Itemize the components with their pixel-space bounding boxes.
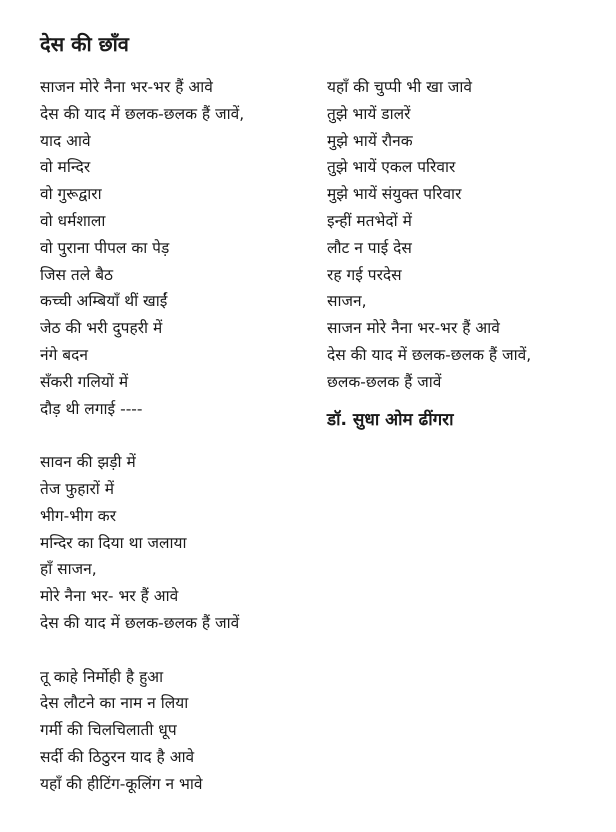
poem-line: इन्हीं मतभेदों में (327, 211, 412, 230)
poem-line: देस की याद में छलक-छलक हैं जावें (40, 613, 240, 632)
left-column (40, 74, 310, 798)
poem-line: रह गई परदेस (327, 265, 402, 284)
stanza-2 (40, 449, 310, 637)
poem-line: साजन मोरे नैना भर-भर हैं आवे (327, 319, 500, 338)
poem-line: साजन, (327, 292, 367, 311)
poem-line: नंगे बदन (40, 345, 88, 364)
poem-line: तुझे भायें डालरें (327, 104, 411, 123)
poem-line: याद आवे (40, 131, 91, 150)
poem-line: सर्दी की ठिठुरन याद है आवे (40, 747, 195, 766)
poem-line: मन्दिर का दिया था जलाया (40, 533, 187, 552)
poem-line: देस की याद में छलक-छलक हैं जावें, (327, 345, 532, 364)
poem-line: साजन मोरे नैना भर-भर हैं आवे (40, 78, 213, 96)
poem-line: यहाँ की हीटिंग-कूलिंग न भावे (40, 774, 203, 793)
stanza-3 (40, 664, 310, 798)
poem-line: वो मन्दिर (40, 158, 91, 177)
poem-line: मोरे नैना भर- भर हैं आवे (40, 587, 179, 606)
right-column (327, 74, 607, 432)
poem-line: जेठ की भरी दुपहरी में (40, 319, 163, 338)
poem-line: लौट न पाई देस (327, 238, 412, 257)
poem-line: मुझे भायें संयुक्त परिवार (327, 185, 462, 204)
poem-line: देस लौटने का नाम न लिया (40, 694, 189, 713)
stanza-gap (40, 637, 310, 664)
poem-line: कच्ची अम्बियाँ थीं खाईं (40, 292, 168, 311)
author-name: डॉ. सुधा ओम ढींगरा (327, 409, 454, 430)
stanza-gap (40, 422, 310, 449)
stanza-1 (40, 74, 310, 422)
poem-line: जिस तले बैठ (40, 265, 114, 284)
poem-line: यहाँ की चुप्पी भी खा जावे (327, 78, 472, 96)
poem-line: वो धर्मशाला (40, 211, 106, 230)
poem-line: वो पुराना पीपल का पेड़ (40, 238, 170, 257)
poem-line: भीग-भीग कर (40, 506, 117, 525)
poem-title: देस की छाँव (40, 32, 129, 56)
poem-line: तू काहे निर्मोही है हुआ (40, 667, 164, 686)
poem-line: गर्मी की चिलचिलाती धूप (40, 721, 177, 740)
poem-line: हाँ साजन, (40, 560, 97, 579)
poem-line: वो गुरूद्वारा (40, 185, 102, 204)
poem-line: सावन की झड़ी में (40, 453, 136, 472)
poem-line: मुझे भायें रौनक (327, 131, 413, 150)
poem-line: सँकरी गलियों में (40, 372, 129, 391)
poem-line: दौड़ थी लगाई ---- (40, 399, 143, 418)
poem-line: तुझे भायें एकल परिवार (327, 158, 456, 177)
poem-line: देस की याद में छलक-छलक हैं जावें, (40, 104, 245, 123)
poem-line: तेज फुहारों में (40, 479, 115, 498)
poem-line: छलक-छलक हैं जावें (327, 372, 442, 391)
